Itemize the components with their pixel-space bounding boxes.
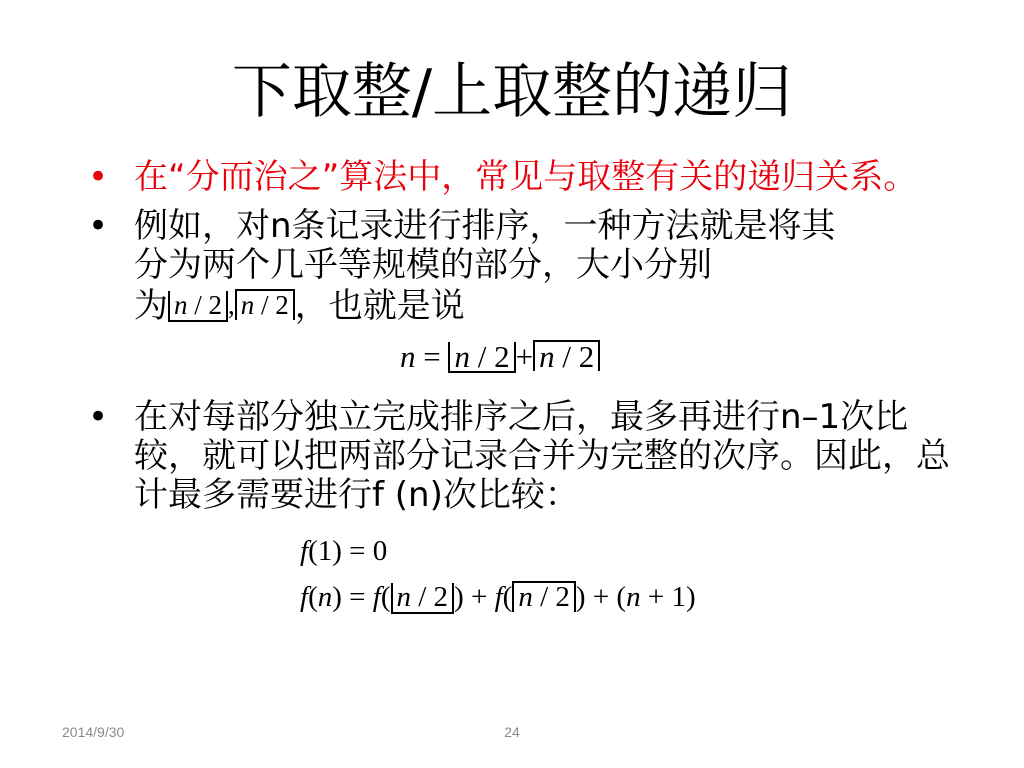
bullet-dot: • xyxy=(88,157,109,197)
inline-floor-ceil-formula: n / 2 , n / 2 xyxy=(168,290,295,320)
bullet-text-line: 分为两个几乎等规模的部分，大小分别 xyxy=(134,245,712,285)
footer-date: 2014/9/30 xyxy=(62,724,125,740)
bullet-item xyxy=(88,158,968,197)
floor-bracket: n / 2 xyxy=(391,583,455,614)
bullet-dot: • xyxy=(88,397,109,437)
bullet-item xyxy=(88,207,968,378)
bullet-text: 在“分而治之”算法中，常见与取整有关的递归关系。 xyxy=(134,157,918,197)
recurrence-base-formula: f(1) = 0 xyxy=(300,535,388,567)
bullet-text: 为 xyxy=(134,286,168,326)
bullet-dot: • xyxy=(88,206,109,246)
bullet-text-line xyxy=(134,285,968,326)
recurrence-block xyxy=(300,531,968,617)
slide-number: 24 xyxy=(504,724,520,740)
floor-bracket: n / 2 xyxy=(168,291,228,322)
bullet-item xyxy=(88,398,968,515)
split-formula: n = n / 2 + n / 2 xyxy=(400,336,968,378)
slide-title: 下取整/上取整的递归 xyxy=(231,57,793,127)
ceil-bracket: n / 2 xyxy=(235,289,295,320)
bullet-text-line: 例如，对n条记录进行排序，一种方法就是将其 xyxy=(134,206,836,246)
floor-bracket: n / 2 xyxy=(448,342,515,373)
ceil-bracket: n / 2 xyxy=(533,340,600,371)
bullet-text: ，也就是说 xyxy=(294,286,465,326)
bullet-text: 在对每部分独立完成排序之后，最多再进行n–1次比较，就可以把两部分记录合并为完整的次序。因此，总计最多需要进行f (n)次比较： xyxy=(134,397,950,515)
bullet-list xyxy=(88,158,968,617)
ceil-bracket: n / 2 xyxy=(512,581,576,612)
recurrence-formula: f(n) = f( n / 2 ) + f( n / 2 ) + (n + 1) xyxy=(300,581,696,613)
